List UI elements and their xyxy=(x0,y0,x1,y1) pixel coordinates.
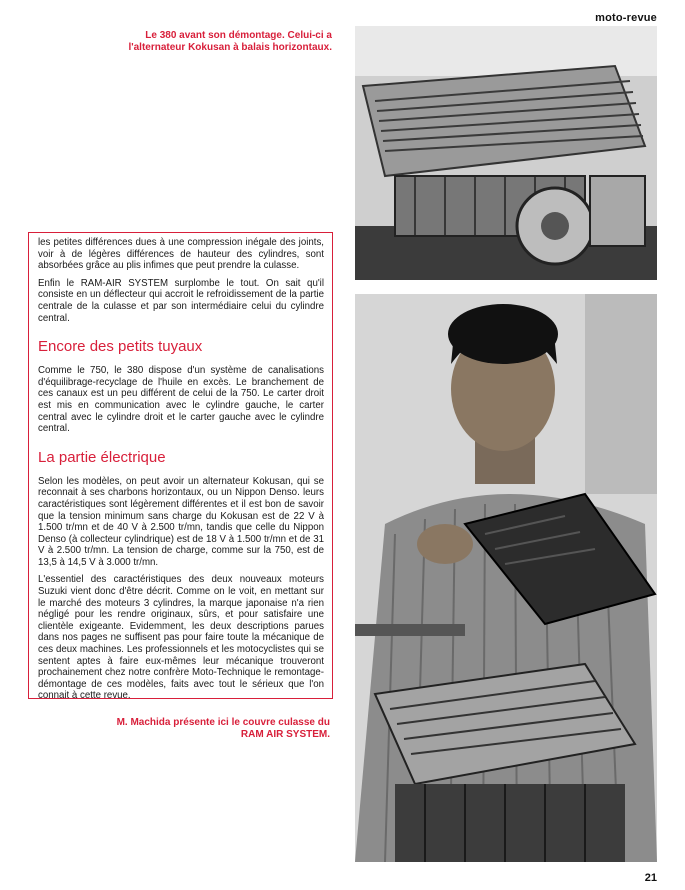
article-paragraph: Selon les modèles, on peut avoir un alternateur Kokusan, qui se reconnait à ses charbons horizontaux, ou un Nippon Denso. leurs caractéristiques sont légèrement différentes et il est bon de savoir que la tension minimum sans charge du Kokusan est de 22 V à 1.500 tr/mn et de 40 V à 2.500 tr/mn, tandis que celle du Nippon Denso (à collecteur cylindrique) est de 18 V à 1.500 tr/mn et de 31 V à 2.500 tr/mn. La tension de charge, comme sur la 750, est de 13,5 à 14,5 V à 3.000 tr/mn. xyxy=(38,475,324,568)
mechanic-illustration xyxy=(355,294,657,862)
engine-illustration xyxy=(355,26,657,280)
mechanic-photo xyxy=(355,294,657,862)
article-paragraph: Enfin le RAM-AIR SYSTEM surplombe le tout. On sait qu'il consiste en un déflecteur qui accroit le refroidissement de la partie centrale de la culasse et par son intermédiaire celui du cylindre central. xyxy=(38,277,324,324)
section-heading: La partie électrique xyxy=(38,448,166,466)
article-paragraph: Comme le 750, le 380 dispose d'un système de canalisations d'équilibrage-recyclage de l'huile en excès. Le branchement de ces canaux est un peu différent de celui de la 750. Le carter droit est mis en communication avec le cylindre gauche, le carter central avec le cylindre droit et le carter gauche avec le cylindre central. xyxy=(38,365,324,435)
section-heading: Encore des petits tuyaux xyxy=(38,338,203,356)
caption-bottom: M. Machida présente ici le couvre culasse du RAM AIR SYSTEM. xyxy=(116,717,330,740)
page-number: 21 xyxy=(644,872,657,884)
magazine-name: moto-revue xyxy=(595,12,657,24)
article-paragraph: L'essentiel des caractéristiques des deux nouveaux moteurs Suzuki vient donc d'être décrit. Comme on le voit, en mettant sur le marché des moteurs 3 cylindres, la marque japonaise n'a rien négligé pour les rendre originaux, sûrs, et pour satisfaire une clientèle exigeante. Evidemment, les deux descriptions parues dans nos pages ne suffisent pas pour faire toute la mécanique de ces deux machines. Les professionnels et les motocyclistes qui se sentent aptes à faire eux-mêmes leur mécanique trouveront prochainement chez notre confrère Moto-Technique le remontage-démontage de ces modèles, faits avec tout le sérieux que l'on connait à cette revue. xyxy=(38,574,324,702)
article-paragraph: les petites différences dues à une compression inégale des joints, voir à de légères différences de hauteur des cylindres, sont absorbées grâce au plis infimes que peut prendre la culasse. xyxy=(38,237,324,272)
caption-top: Le 380 avant son démontage. Celui-ci a l'alternateur Kokusan à balais horizontaux. xyxy=(128,30,332,53)
article-text-box xyxy=(28,232,333,702)
engine-photo xyxy=(355,26,657,280)
